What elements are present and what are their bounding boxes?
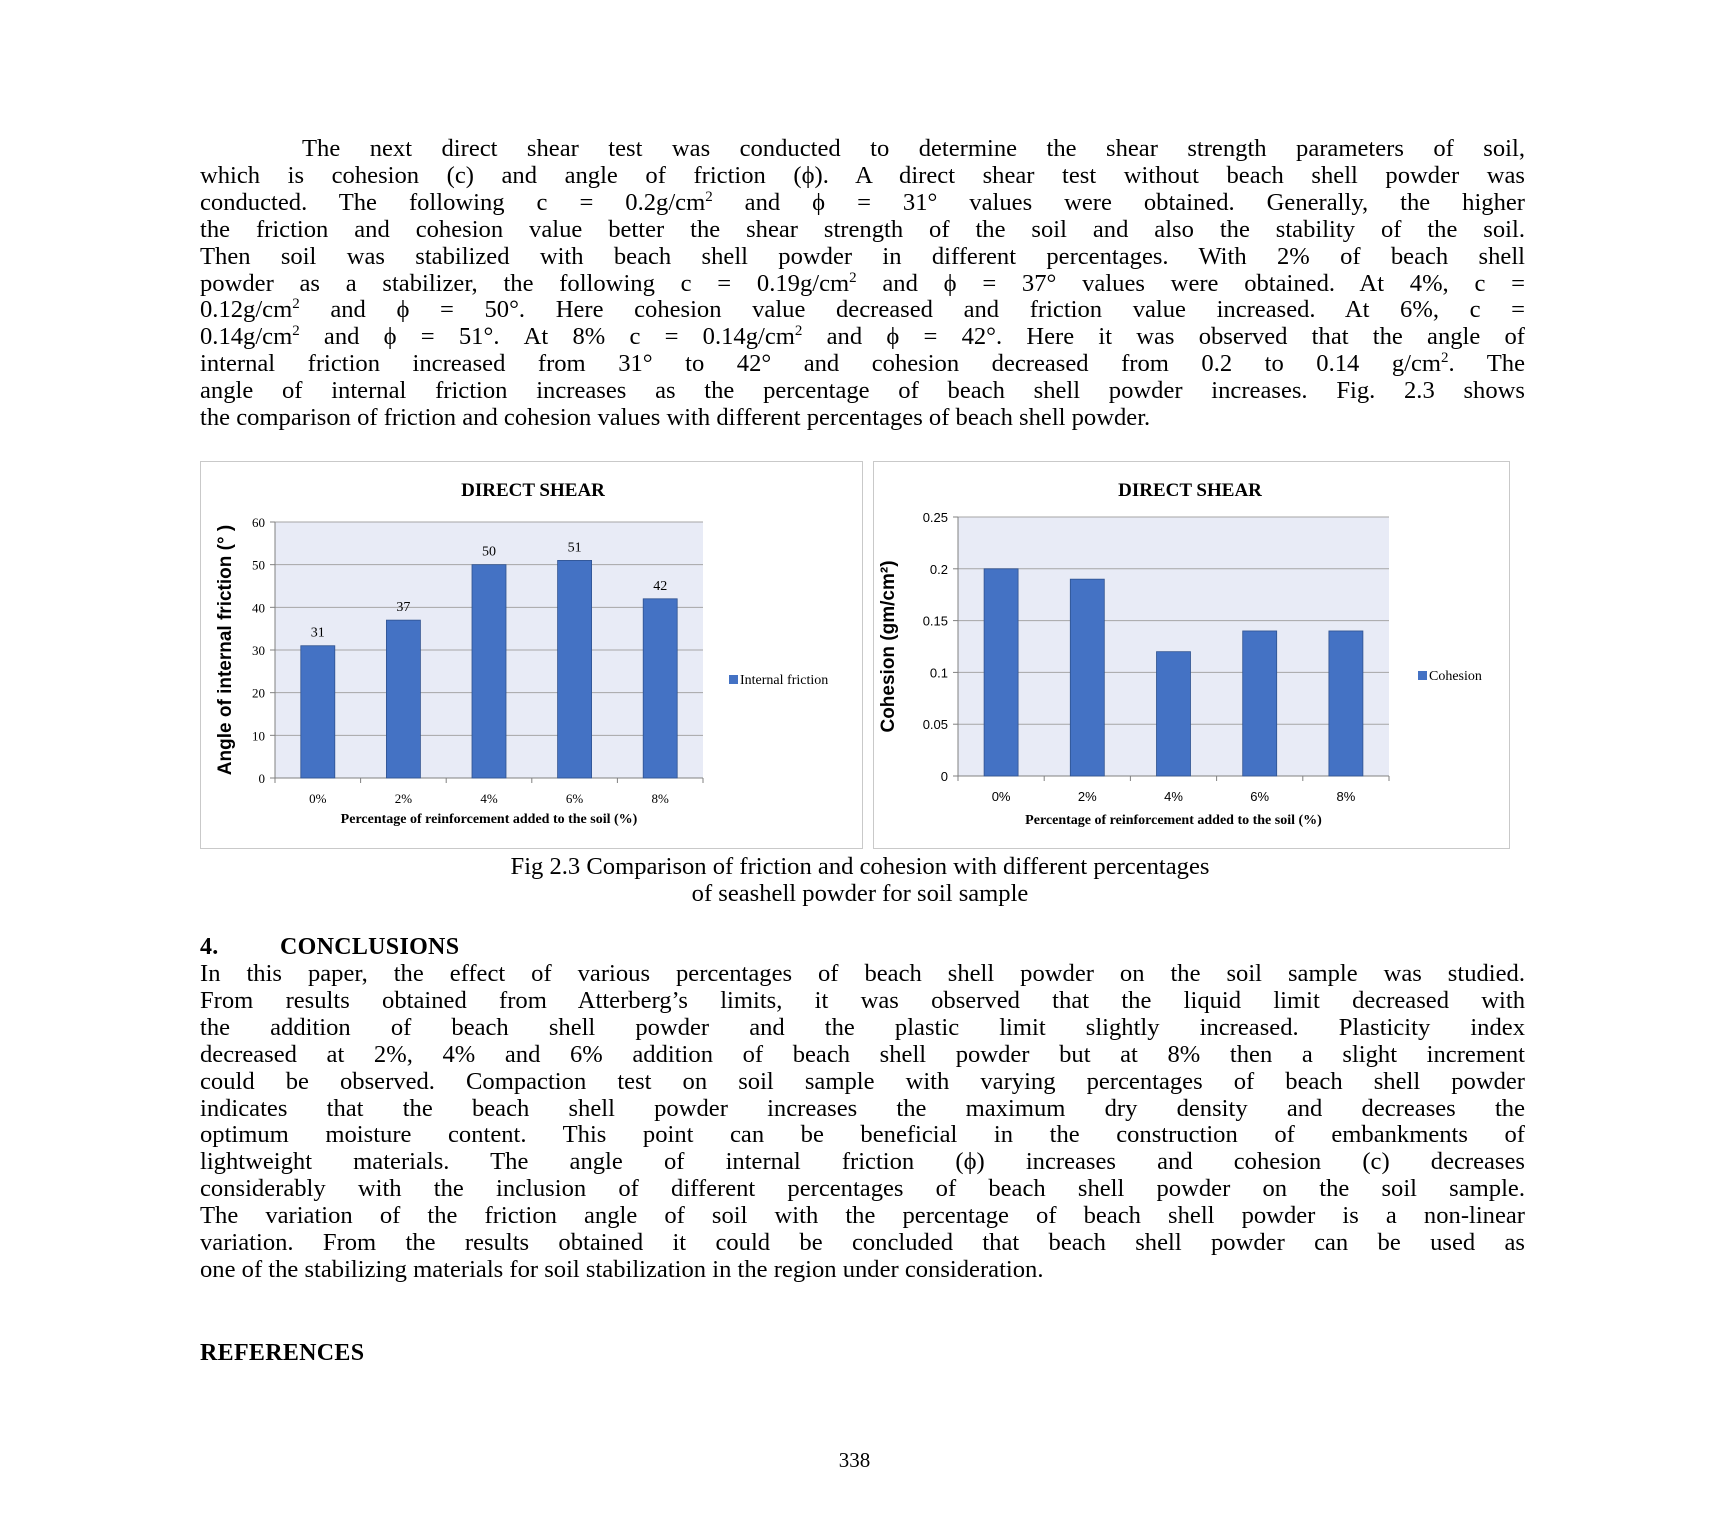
paragraph2-line: variation. From the results obtained it could be concluded that beach shell powder can be used as — [200, 1229, 1525, 1257]
x-tick-label: 2% — [394, 791, 413, 806]
superscript: 2 — [1441, 350, 1449, 367]
x-tick-label: 0% — [991, 789, 1011, 804]
legend-label: Cohesion — [1429, 669, 1482, 684]
paragraph2-line: could be observed. Compaction test on soil sample with varying percentages of beach shell powder — [200, 1067, 1525, 1095]
bar — [1243, 631, 1277, 776]
paragraph1-line: powder as a stabilizer, the following $c = 0.19g/cm^2$ and ϕ = 37° values were obtained. At 4%, c = — [200, 269, 1525, 297]
x-tick-label: 8% — [651, 791, 669, 806]
paragraph2-line: optimum moisture content. This point can be beneficial in the construction of embankments of — [200, 1121, 1525, 1149]
bar — [1157, 652, 1191, 776]
y-tick-label: 0.1 — [929, 665, 948, 681]
data-label: 42 — [653, 578, 668, 594]
legend-swatch — [1418, 671, 1427, 680]
superscript: 2 — [849, 269, 857, 286]
legend-swatch — [729, 675, 738, 684]
data-label: 31 — [310, 625, 325, 641]
paragraph1-line: internal friction increased from 31° to 42° and cohesion decreased from 0.2 to 0.14 $g/cm^2$. The — [200, 350, 1525, 378]
y-tick-label: 0.25 — [922, 510, 948, 525]
y-tick-label: 30 — [252, 643, 265, 658]
superscript: 2 — [292, 323, 300, 340]
figure-caption — [200, 853, 1520, 907]
bar — [1329, 631, 1363, 776]
paragraph2-line: The variation of the friction angle of soil with the percentage of beach shell powder is a non-linear — [200, 1202, 1525, 1230]
y-tick-label: 0 — [258, 771, 265, 786]
y-tick-label: 0 — [940, 769, 948, 784]
paragraph2-line: decreased at 2%, 4% and 6% addition of beach shell powder but at 8% then a slight increment — [200, 1040, 1525, 1068]
chart-title: DIRECT SHEAR — [461, 480, 605, 501]
y-axis-label: Angle of internal friction (° ) — [215, 524, 236, 776]
paragraph1-line: The next direct shear test was conducted to determine the shear strength parameters of soil, — [302, 135, 1525, 162]
superscript: 2 — [292, 296, 300, 313]
y-tick-label: 10 — [252, 728, 265, 744]
x-tick-label: 0% — [309, 791, 327, 806]
paragraph1-line: the comparison of friction and cohesion values with different percentages of beach shell powder. — [200, 404, 1151, 432]
data-label: 51 — [567, 540, 582, 556]
data-label: 37 — [396, 600, 411, 616]
x-tick-label: 4% — [1164, 789, 1183, 804]
y-tick-label: 0.05 — [922, 717, 948, 733]
y-tick-label: 40 — [252, 600, 265, 616]
x-tick-label: 4% — [480, 791, 498, 806]
x-tick-label: 6% — [565, 791, 584, 806]
chart-cohesion-svg — [874, 462, 1511, 850]
legend-label: Internal friction — [740, 673, 829, 688]
paragraph1-line: conducted. The following $c = 0.2g/cm^2$ and ϕ = 31° values were obtained. Generally, the higher — [200, 188, 1525, 216]
superscript: 2 — [705, 188, 713, 205]
y-tick-label: 60 — [252, 515, 265, 530]
bar — [984, 569, 1018, 776]
paragraph1-line: Then soil was stabilized with beach shell powder in different percentages. With 2% of beach shell — [200, 242, 1525, 270]
x-axis-label: Percentage of reinforcement added to the soil (%) — [1025, 813, 1322, 828]
bar — [558, 560, 592, 778]
chart-internal-friction-svg — [201, 462, 864, 850]
bar — [643, 599, 677, 778]
paragraph1-line: angle of internal friction increases as the percentage of beach shell powder increases. Fig. 2.3 shows — [200, 377, 1525, 405]
bar — [386, 620, 420, 778]
chart-title: DIRECT SHEAR — [1118, 480, 1262, 501]
paragraph1-line: $0.14g/cm^2$ and ϕ = 51°. At 8% $c = 0.14g/cm^2$ and ϕ = 42°. Here it was observed that the angle of — [200, 323, 1525, 351]
x-tick-label: 6% — [1250, 789, 1270, 804]
paragraph2-line: lightweight materials. The angle of internal friction (ϕ) increases and cohesion (c) decreases — [200, 1148, 1525, 1176]
section-number: 4. — [200, 934, 219, 960]
paragraph1-line: which is cohesion (c) and angle of friction (ϕ). A direct shear test without beach shell powder was — [200, 161, 1525, 189]
bar — [301, 646, 335, 778]
paragraph-conclusions — [200, 961, 1525, 1284]
chart-cohesion — [873, 461, 1510, 849]
page-number: 338 — [838, 1448, 871, 1472]
x-tick-label: 2% — [1077, 789, 1097, 804]
x-tick-label: 8% — [1336, 789, 1356, 804]
y-axis-label: Cohesion (gm/cm²) — [878, 560, 899, 733]
chart-internal-friction — [200, 461, 863, 849]
y-tick-label: 0.15 — [922, 613, 948, 629]
y-tick-label: 20 — [252, 685, 265, 701]
superscript: 2 — [794, 323, 803, 340]
figure-caption-line-2: of seashell powder for soil sample — [691, 880, 1029, 907]
bar — [1070, 579, 1104, 776]
paragraph2-line: considerably with the inclusion of different percentages of beach shell powder on the soil sample. — [200, 1175, 1525, 1203]
figure-caption-line-1: Fig 2.3 Comparison of friction and cohesion with different percentages — [510, 853, 1210, 880]
paragraph1-line: the friction and cohesion value better the shear strength of the soil and also the stability of the soil. — [200, 215, 1525, 243]
x-axis-label: Percentage of reinforcement added to the soil (%) — [340, 812, 638, 827]
paragraph2-line: indicates that the beach shell powder increases the maximum dry density and decreases the — [200, 1094, 1525, 1122]
bar — [472, 565, 506, 778]
y-tick-label: 50 — [252, 557, 265, 573]
paragraph2-line: one of the stabilizing materials for soil stabilization in the region under consideration. — [200, 1255, 1044, 1283]
y-tick-label: 0.2 — [929, 561, 948, 577]
section-title: CONCLUSIONS — [280, 934, 460, 960]
paragraph2-line: the addition of beach shell powder and the plastic limit slightly increased. Plasticity index — [200, 1013, 1525, 1041]
section-heading — [200, 934, 459, 961]
data-label: 50 — [482, 544, 496, 560]
paragraph1-line: $0.12g/cm^2$ and ϕ = 50°. Here cohesion value decreased and friction value increased. At 6%, c = — [200, 296, 1525, 324]
paragraph-shear-results — [200, 136, 1525, 432]
references-heading: REFERENCES — [200, 1340, 365, 1366]
paragraph2-line: From results obtained from Atterberg’s limits, it was observed that the liquid limit decreased with — [200, 986, 1525, 1014]
paragraph2-line: In this paper, the effect of various percentages of beach shell powder on the soil sample was studied. — [200, 960, 1525, 987]
